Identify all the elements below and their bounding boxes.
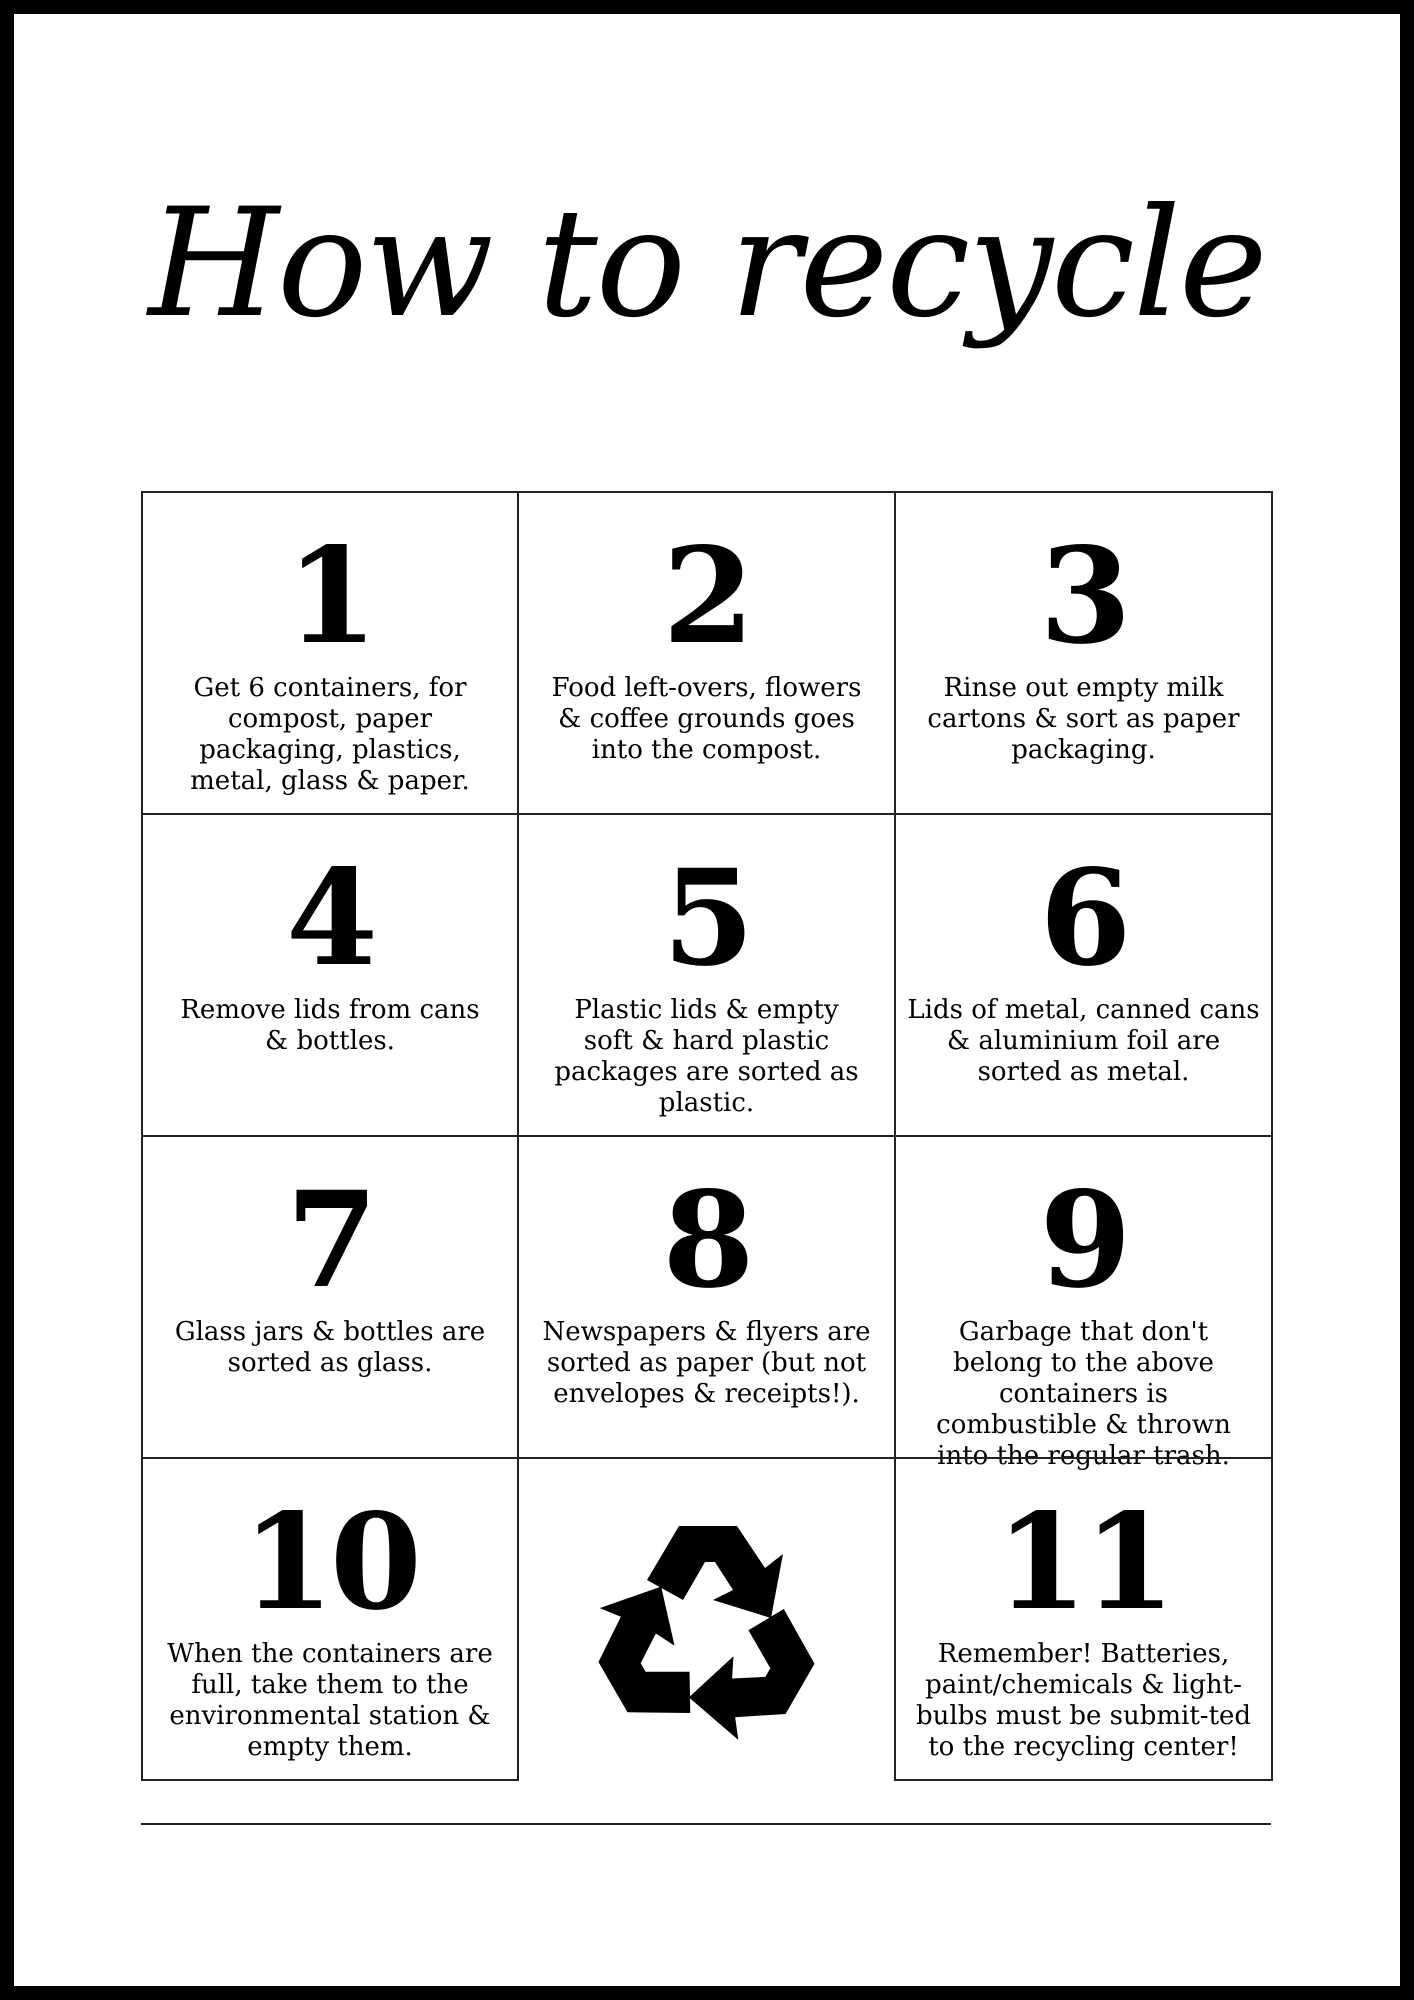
step-card-10 bbox=[141, 1457, 519, 1781]
step-text: Remember! Batteries, paint/chemicals & light-bulbs must be submit-ted to the recycling center! bbox=[915, 1639, 1252, 1762]
step-card-8 bbox=[517, 1135, 896, 1459]
step-text: Get 6 containers, for compost, paper packaging, plastics, metal, glass & paper. bbox=[190, 673, 470, 796]
step-card-3 bbox=[894, 491, 1273, 815]
recycle-arrow bbox=[587, 1576, 723, 1740]
step-text: Plastic lids & empty soft & hard plastic packages are sorted as plastic. bbox=[554, 995, 859, 1118]
step-text: Garbage that don't belong to the above containers is combustible & thrown into the regular trash. bbox=[936, 1317, 1231, 1471]
step-card-9 bbox=[894, 1135, 1273, 1471]
step-text: Remove lids from cans & bottles. bbox=[180, 995, 480, 1056]
step-number: 7 bbox=[286, 1163, 374, 1318]
recycle-arrow bbox=[682, 1590, 826, 1744]
poster bbox=[14, 14, 1400, 1986]
step-card-1 bbox=[141, 491, 519, 815]
recycle-arrow bbox=[647, 1526, 783, 1618]
recycle-icon bbox=[587, 1504, 827, 1744]
steps-grid bbox=[141, 491, 1271, 1779]
step-card-7 bbox=[141, 1135, 519, 1459]
step-number: 5 bbox=[662, 841, 751, 996]
step-text: When the containers are full, take them to the environmental station & empty them. bbox=[167, 1639, 493, 1762]
step-card-5 bbox=[517, 813, 896, 1137]
step-card-2 bbox=[517, 491, 896, 815]
step-number: 4 bbox=[286, 841, 374, 996]
bottom-divider bbox=[141, 1823, 1271, 1825]
step-text: Glass jars & bottles are sorted as glass. bbox=[174, 1317, 486, 1378]
step-number: 3 bbox=[1039, 519, 1128, 674]
step-number: 8 bbox=[662, 1163, 751, 1318]
step-number: 6 bbox=[1039, 841, 1128, 996]
step-card-6 bbox=[894, 813, 1273, 1137]
step-card-11 bbox=[894, 1457, 1273, 1781]
recycle-logo-cell bbox=[517, 1457, 896, 1781]
page-title: How to recycle bbox=[148, 177, 1266, 351]
step-number: 2 bbox=[662, 519, 751, 674]
step-text: Lids of metal, canned cans & aluminium foil are sorted as metal. bbox=[907, 995, 1260, 1087]
step-number: 1 bbox=[286, 519, 374, 674]
step-number: 10 bbox=[242, 1485, 418, 1640]
step-text: Rinse out empty milk cartons & sort as paper packaging. bbox=[927, 673, 1240, 765]
step-text: Food left-overs, flowers & coffee grounds goes into the compost. bbox=[551, 673, 862, 765]
step-number: 9 bbox=[1039, 1163, 1128, 1318]
step-text: Newspapers & flyers are sorted as paper (but not envelopes & receipts!). bbox=[542, 1317, 871, 1409]
step-number: 11 bbox=[995, 1485, 1172, 1640]
step-card-4 bbox=[141, 813, 519, 1137]
